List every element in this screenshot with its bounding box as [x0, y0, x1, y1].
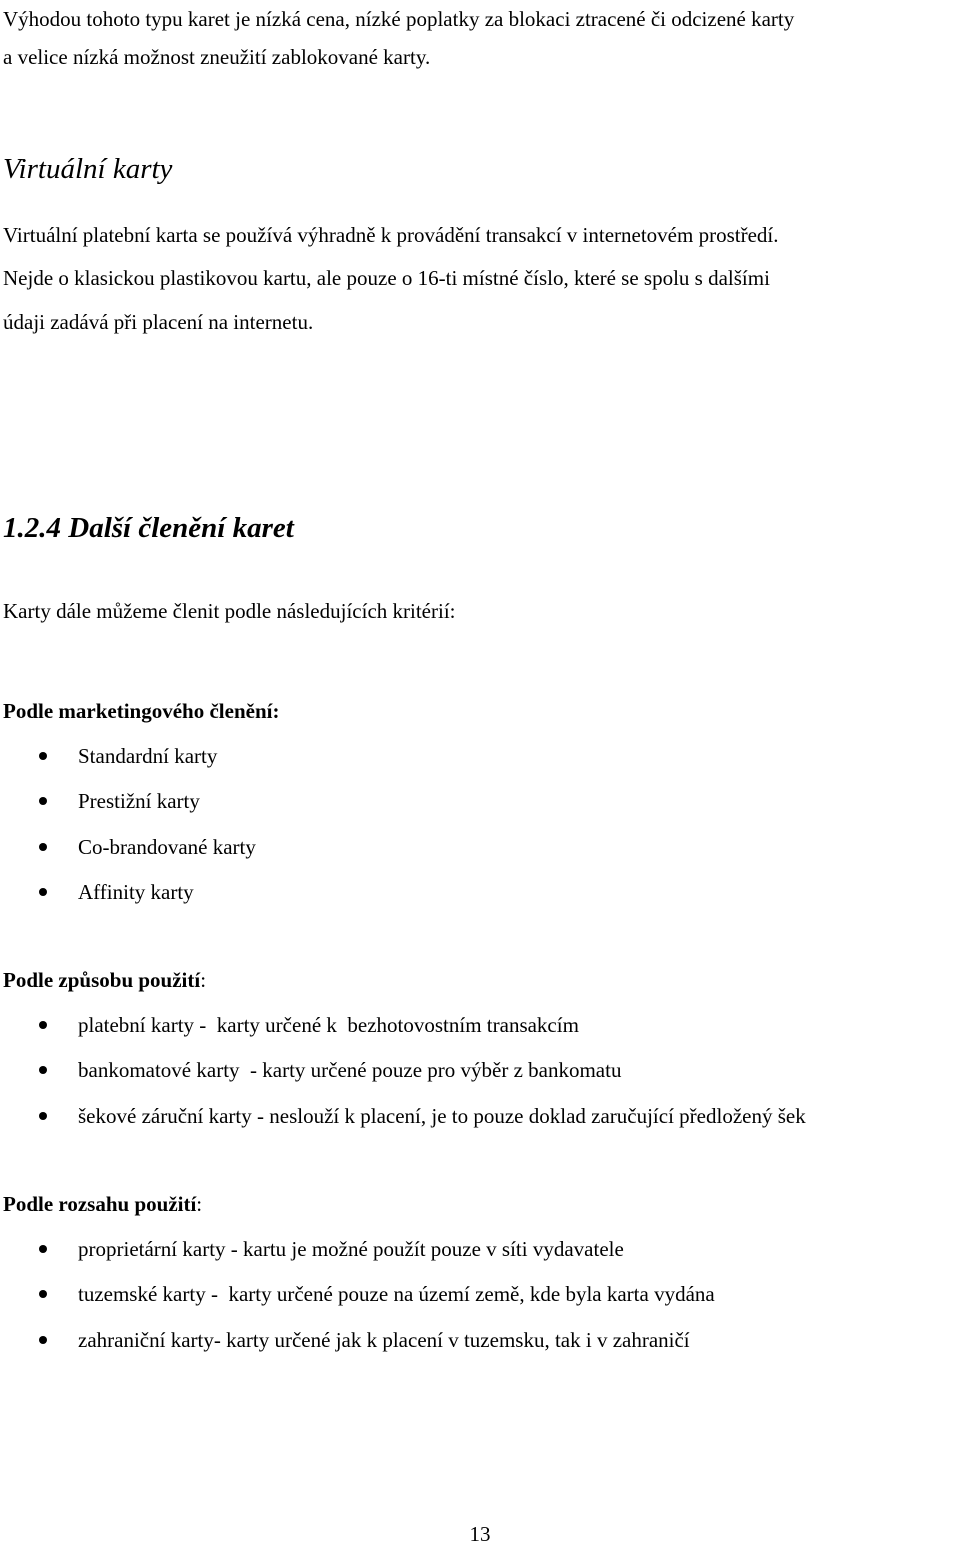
virtual-cards-heading: Virtuální karty: [3, 153, 173, 185]
section-heading: 1.2.4 Další členění karet: [3, 512, 294, 544]
list-item-text: Affinity karty: [78, 880, 194, 904]
usage-title: [3, 967, 206, 993]
virtual-paragraph-line-2: Nejde o klasickou plastikovou kartu, ale pouze o 16-ti místné číslo, které se spolu s dalšími: [3, 266, 770, 290]
bullet-icon: [39, 1021, 47, 1029]
bullet-icon: [39, 843, 47, 851]
usage-title-text: Podle způsobu použití: [3, 968, 201, 992]
bullet-icon: [39, 888, 47, 896]
bullet-icon: [39, 752, 47, 760]
bullet-icon: [39, 1290, 47, 1298]
intro-line-1: Výhodou tohoto typu karet je nízká cena, nízké poplatky za blokaci ztracené či odcizené karty: [3, 7, 795, 31]
list-item-text: šekové záruční karty - neslouží k placení, je to pouze doklad zaručující předložený šek: [78, 1104, 806, 1128]
bullet-icon: [39, 1112, 47, 1120]
scope-title-text: Podle rozsahu použití: [3, 1192, 197, 1216]
marketing-title-text: Podle marketingového členění:: [3, 699, 280, 723]
virtual-paragraph-line-1: Virtuální platební karta se používá výhradně k provádění transakcí v internetovém prostředí.: [3, 223, 779, 247]
scope-title-suffix: :: [196, 1192, 203, 1216]
virtual-paragraph-line-3: údaji zadává při placení na internetu.: [3, 310, 314, 334]
list-item-text: Prestižní karty: [78, 789, 200, 813]
bullet-icon: [39, 1245, 47, 1253]
section-intro: Karty dále můžeme členit podle následujících kritérií:: [3, 599, 456, 623]
intro-line-2: a velice nízká možnost zneužití zablokované karty.: [3, 45, 431, 69]
bullet-icon: [39, 1066, 47, 1074]
marketing-title: [3, 698, 279, 724]
list-item-text: bankomatové karty - karty určené pouze pro výběr z bankomatu: [78, 1058, 622, 1082]
bullet-icon: [39, 797, 47, 805]
list-item-text: proprietární karty - kartu je možné použít pouze v síti vydavatele: [78, 1237, 624, 1261]
list-item-text: Co-brandované karty: [78, 835, 256, 859]
scope-title: [3, 1191, 202, 1217]
list-item-text: platební karty - karty určené k bezhotovostním transakcím: [78, 1013, 579, 1037]
list-item-text: zahraniční karty- karty určené jak k placení v tuzemsku, tak i v zahraničí: [78, 1328, 690, 1352]
usage-title-suffix: :: [200, 968, 207, 992]
page-number: 13: [469, 1522, 491, 1546]
bullet-icon: [39, 1336, 47, 1344]
list-item-text: tuzemské karty - karty určené pouze na území země, kde byla karta vydána: [78, 1282, 715, 1306]
list-item-text: Standardní karty: [78, 744, 218, 768]
